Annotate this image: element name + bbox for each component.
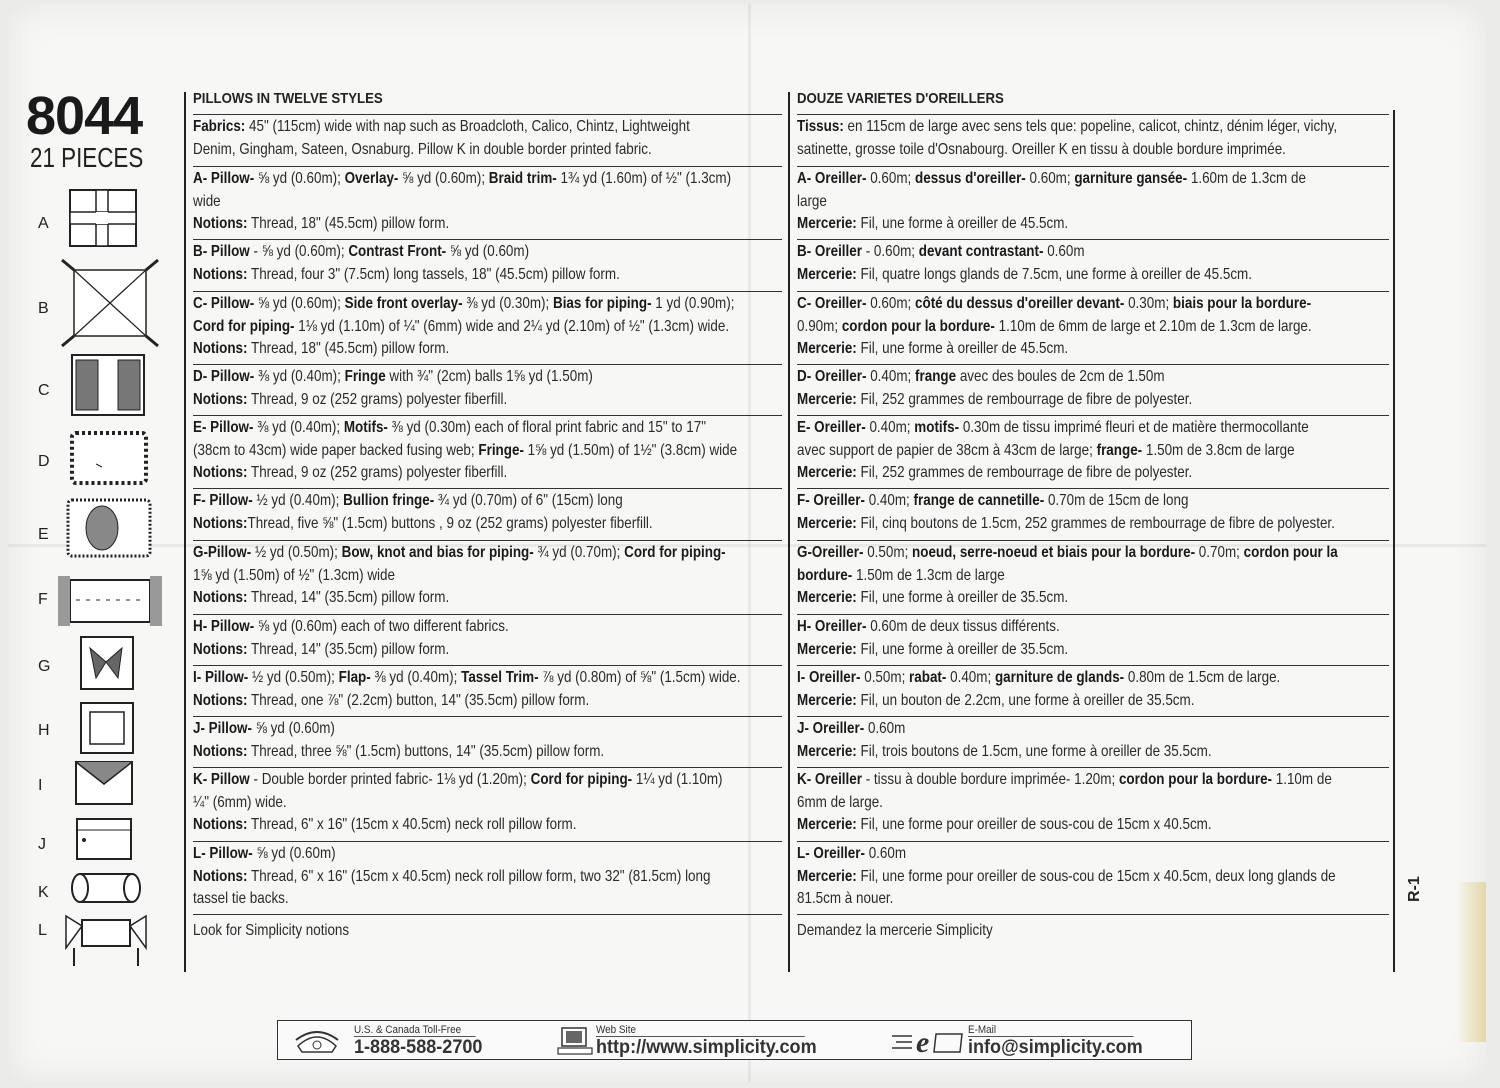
contact-bar [277, 1020, 1192, 1060]
svg-text:e: e [916, 1026, 930, 1056]
view-h-requirements-fr: H- Oreiller- 0.60m de deux tissus différents. Mercerie: Fil, une forme à oreiller de 35.5cm. [797, 614, 1389, 663]
pattern-number: 8044 [26, 86, 143, 146]
pillow-d-icon [66, 428, 152, 488]
view-l-requirements: L- Pillow- ⅝ yd (0.60m) Notions: Thread, 6" x 16" (15cm x 40.5cm) neck roll pillow form, two 32" (81.5cm) long tassel tie backs. [193, 841, 782, 912]
telephone-icon [292, 1026, 342, 1056]
pillow-a-icon [68, 188, 140, 250]
view-a-requirements-fr: A- Oreiller- 0.60m; dessus d'oreiller- 0.60m; garniture gansée- 1.60m de 1.3cm de large Mercerie: Fil, une forme à oreiller de 45.5cm. [797, 166, 1389, 237]
phone-contact [354, 1024, 489, 1059]
revision-mark: R-1 [1406, 876, 1423, 902]
pillow-g-icon [78, 634, 136, 692]
view-letter-j: J [38, 836, 46, 853]
french-column [797, 86, 1389, 956]
view-letter-k: K [38, 884, 49, 901]
pillow-k-icon [66, 868, 146, 908]
view-letter-i: I [38, 777, 43, 794]
view-a-requirements: A- Pillow- ⅝ yd (0.60m); Overlay- ⅝ yd (0.60m); Braid trim- 1¾ yd (1.60m) of ½" (1.3cm) wide Notions: Thread, 18" (45.5cm) pillow form. [193, 166, 782, 237]
email-link[interactable]: info@simplicity.com [968, 1037, 1143, 1058]
pillow-i-icon [70, 758, 138, 808]
pillow-e-icon [64, 496, 154, 560]
view-i-requirements: I- Pillow- ½ yd (0.50m); Flap- ⅜ yd (0.40m); Tassel Trim- ⅞ yd (0.80m) of ⅝" (1.5cm) wide. Notions: Thread, one ⅞" (2.2cm) button, 14" (35.5cm) pillow form. [193, 665, 782, 714]
view-d-requirements: D- Pillow- ⅜ yd (0.40m); Fringe with ¾" (2cm) balls 1⅝ yd (1.50m) Notions: Thread, 9 oz (252 grams) polyester fiberfill. [193, 364, 782, 413]
view-f-requirements-fr: F- Oreiller- 0.40m; frange de cannetille- 0.70m de 15cm de long Mercerie: Fil, cinq boutons de 1.5cm, 252 grammes de rembourrage de fibre de polyester. [797, 488, 1389, 537]
view-e-requirements-fr: E- Oreiller- 0.40m; motifs- 0.30m de tissu imprimé fleuri et de matière thermocollante avec support de papier de 38cm à 43cm de large; frange- 1.50m de 3.8cm de large Mercerie: Fil, 252 grammes de rembourrage de fibre de polyester. [797, 415, 1389, 486]
view-letter-c: C [38, 382, 50, 399]
view-c-requirements-fr: C- Oreiller- 0.60m; côté du dessus d'oreiller devant- 0.30m; biais pour la bordure- 0.90m; cordon pour la bordure- 1.10m de 6mm de large et 2.10m de 1.3cm de large. Mercerie: Fil, une forme à oreiller de 45.5cm. [797, 291, 1389, 362]
view-b-requirements: B- Pillow - ⅝ yd (0.60m); Contrast Front- ⅝ yd (0.60m) Notions: Thread, four 3" (7.5cm) long tassels, 18" (45.5cm) pillow form. [193, 239, 782, 288]
view-l-requirements-fr: L- Oreiller- 0.60m Mercerie: Fil, une forme pour oreiller de sous-cou de 15cm x 40.5cm, deux long glands de 81.5cm à nouer. [797, 841, 1389, 912]
phone-number[interactable]: 1-888-588-2700 [354, 1037, 483, 1058]
website-link[interactable]: http://www.simplicity.com [596, 1037, 817, 1058]
view-c-requirements: C- Pillow- ⅝ yd (0.60m); Side front overlay- ⅜ yd (0.30m); Bias for piping- 1 yd (0.90m); Cord for piping- 1⅛ yd (1.10m) of ¼" (6mm) wide and 2¼ yd (2.10m) of ½" (1.3cm) wide. Notions: Thread, 18" (45.5cm) pillow form. [193, 291, 782, 362]
tissus-section: Tissus: en 115cm de large avec sens tels que: popeline, calicot, chintz, dénim léger, vichy, satinette, grosse toile d'Osnabourg. Oreiller K en tissu à double bordure imprimée. [797, 114, 1389, 163]
view-letter-e: E [38, 526, 49, 543]
pillow-h-icon [78, 700, 136, 756]
view-k-requirements-fr: K- Oreiller - tissu à double bordure imprimée- 1.20m; cordon pour la bordure- 1.10m de 6mm de large. Mercerie: Fil, une forme pour oreiller de sous-cou de 15cm x 40.5cm. [797, 767, 1389, 838]
fabrics-section: Fabrics: 45" (115cm) wide with nap such as Broadcloth, Calico, Chintz, Lightweight Denim, Gingham, Sateen, Osnaburg. Pillow K in double border printed fabric. [193, 114, 782, 163]
view-f-requirements: F- Pillow- ½ yd (0.40m); Bullion fringe- ¾ yd (0.70m) of 6" (15cm) long Notions:Thread, five ⅝" (1.5cm) buttons , 9 oz (252 grams) polyester fiberfill. [193, 488, 782, 537]
pillow-c-icon [68, 352, 148, 418]
view-i-requirements-fr: I- Oreiller- 0.50m; rabat- 0.40m; garniture de glands- 0.80m de 1.5cm de large. Mercerie: Fil, un bouton de 2.2cm, une forme à oreiller de 35.5cm. [797, 665, 1389, 714]
view-letter-a: A [38, 215, 49, 232]
notions-footer: Look for Simplicity notions [193, 914, 782, 945]
right-rule [1393, 110, 1395, 972]
view-k-requirements: K- Pillow - Double border printed fabric- 1⅛ yd (1.20m); Cord for piping- 1¼ yd (1.10m) ¼" (6mm) wide. Notions: Thread, 6" x 16" (15cm x 40.5cm) neck roll pillow form. [193, 767, 782, 838]
middle-rule [788, 92, 790, 972]
pillow-b-icon [58, 256, 162, 350]
web-label: Web Site [596, 1024, 805, 1037]
french-title: DOUZE VARIETES D'OREILLERS [797, 90, 1004, 107]
left-rule [184, 92, 186, 972]
view-d-requirements-fr: D- Oreiller- 0.40m; frange avec des boules de 2cm de 1.50m Mercerie: Fil, 252 grammes de rembourrage de fibre de polyester. [797, 364, 1389, 413]
view-letter-f: F [38, 591, 48, 608]
pieces-count: 21 PIECES [30, 142, 144, 173]
email-label: E-Mail [968, 1024, 1134, 1037]
view-g-requirements-fr: G-Oreiller- 0.50m; noeud, serre-noeud et biais pour la bordure- 0.70m; cordon pour la bordure- 1.50m de 1.3cm de large Mercerie: Fil, une forme à oreiller de 35.5cm. [797, 540, 1389, 611]
view-g-requirements: G-Pillow- ½ yd (0.50m); Bow, knot and bias for piping- ¾ yd (0.70m); Cord for piping- 1⅝ yd (1.50m) of ½" (1.3cm) wide Notions: Thread, 14" (35.5cm) pillow form. [193, 540, 782, 611]
phone-label: U.S. & Canada Toll-Free [354, 1024, 476, 1037]
mercerie-footer: Demandez la mercerie Simplicity [797, 914, 1389, 945]
view-letter-l: L [38, 922, 47, 939]
pillow-j-icon [74, 816, 134, 862]
view-letter-b: B [38, 300, 49, 317]
web-contact [596, 1024, 828, 1059]
pillow-l-icon [60, 908, 152, 972]
view-letter-g: G [38, 658, 51, 675]
view-e-requirements: E- Pillow- ⅜ yd (0.40m); Motifs- ⅜ yd (0.30m) each of floral print fabric and 15" to 17" (38cm to 43cm) wide paper backed fusing web; Fringe- 1⅝ yd (1.50m) of 1½" (3.8cm) wide Notions: Thread, 9 oz (252 grams) polyester fiberfill. [193, 415, 782, 486]
computer-icon [556, 1026, 596, 1056]
email-icon [890, 1026, 964, 1056]
view-letter-h: H [38, 722, 50, 739]
view-j-requirements-fr: J- Oreiller- 0.60m Mercerie: Fil, trois boutons de 1.5cm, une forme à oreiller de 35.5cm. [797, 716, 1389, 765]
pillow-f-icon [56, 570, 164, 632]
view-j-requirements: J- Pillow- ⅝ yd (0.60m) Notions: Thread, three ⅝" (1.5cm) buttons, 14" (35.5cm) pillow form. [193, 716, 782, 765]
email-contact [968, 1024, 1152, 1059]
english-title: PILLOWS IN TWELVE STYLES [193, 90, 383, 107]
view-letter-d: D [38, 453, 50, 470]
view-h-requirements: H- Pillow- ⅝ yd (0.60m) each of two different fabrics. Notions: Thread, 14" (35.5cm) pillow form. [193, 614, 782, 663]
paper-stain [1456, 882, 1486, 1042]
english-column [193, 86, 782, 956]
view-b-requirements-fr: B- Oreiller - 0.60m; devant contrastant- 0.60m Mercerie: Fil, quatre longs glands de 7.5cm, une forme à oreiller de 45.5cm. [797, 239, 1389, 288]
